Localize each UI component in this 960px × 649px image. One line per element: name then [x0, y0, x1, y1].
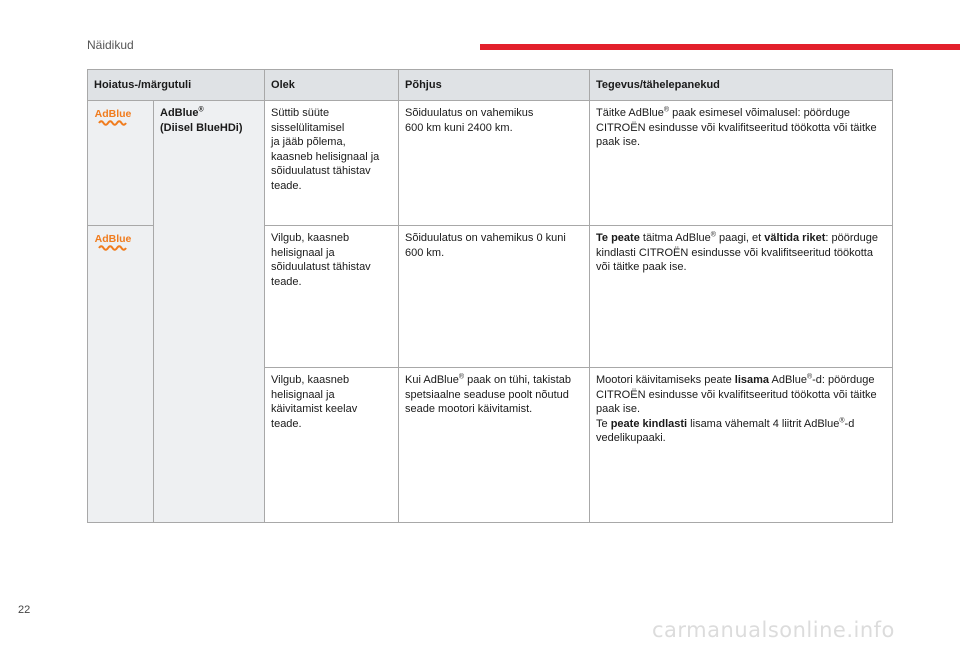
action-cell: Te peate täitma AdBlue® paagi, et vältida riket: pöörduge kindlasti CITROËN esindusse või kvalifitseeritud töökotta või täitke paak ise. [590, 226, 893, 368]
table-header-row [88, 70, 893, 101]
indicator-name-cell [154, 101, 265, 523]
action-cell: Täitke AdBlue® paak esimesel võimalusel: pöörduge CITROËN esindusse või kvalifitseeritud töökotta või täitke paak ise. [590, 101, 893, 226]
state-cell: Vilgub, kaasneb helisignaal ja käivitamist keelav teade. [265, 368, 399, 523]
svg-text:AdBlue: AdBlue [94, 108, 132, 120]
warning-lights-table [87, 69, 893, 523]
action-cell: Mootori käivitamiseks peate lisama AdBlue®-d: pöörduge CITROËN esindusse või kvalifitseeritud töökotta või täitke paak ise. Te peate kindlasti lisama vähemalt 4 liitrit AdBlue®-d vedelikupaaki. [590, 368, 893, 523]
cause-cell: Kui AdBlue® paak on tühi, takistab spetsiaalne seaduse poolt nõutud seade mootori käivitamist. [399, 368, 590, 523]
column-header-state: Olek [265, 70, 399, 101]
indicator-name: AdBlue [160, 107, 199, 119]
cause-cell: Sõiduulatus on vahemikus 0 kuni 600 km. [399, 226, 590, 368]
column-header-indicator: Hoiatus-/märgutuli [88, 70, 265, 101]
column-header-cause: Põhjus [399, 70, 590, 101]
state-cell: Vilgub, kaasneb helisignaal ja sõiduulatust tähistav teade. [265, 226, 399, 368]
cause-cell: Sõiduulatus on vahemikus 600 km kuni 2400 km. [399, 101, 590, 226]
section-accent-bar [480, 44, 960, 50]
column-header-action: Tegevus/tähelepanekud [590, 70, 893, 101]
icon-cell [88, 101, 154, 226]
icon-cell [88, 226, 154, 523]
adblue-icon [94, 106, 132, 128]
watermark: carmanualsonline.info [652, 618, 895, 642]
indicator-variant: (Diisel BlueHDi) [160, 121, 243, 134]
adblue-icon [94, 231, 132, 253]
table-row [88, 101, 893, 226]
state-cell: Süttib süüte sisselülitamisel ja jääb põlema, kaasneb helisignaal ja sõiduulatust tähistav teade. [265, 101, 399, 226]
registered-mark: ® [198, 106, 204, 114]
svg-text:AdBlue: AdBlue [94, 233, 132, 245]
page-number: 22 [18, 604, 31, 616]
section-title: Näidikud [87, 38, 134, 52]
